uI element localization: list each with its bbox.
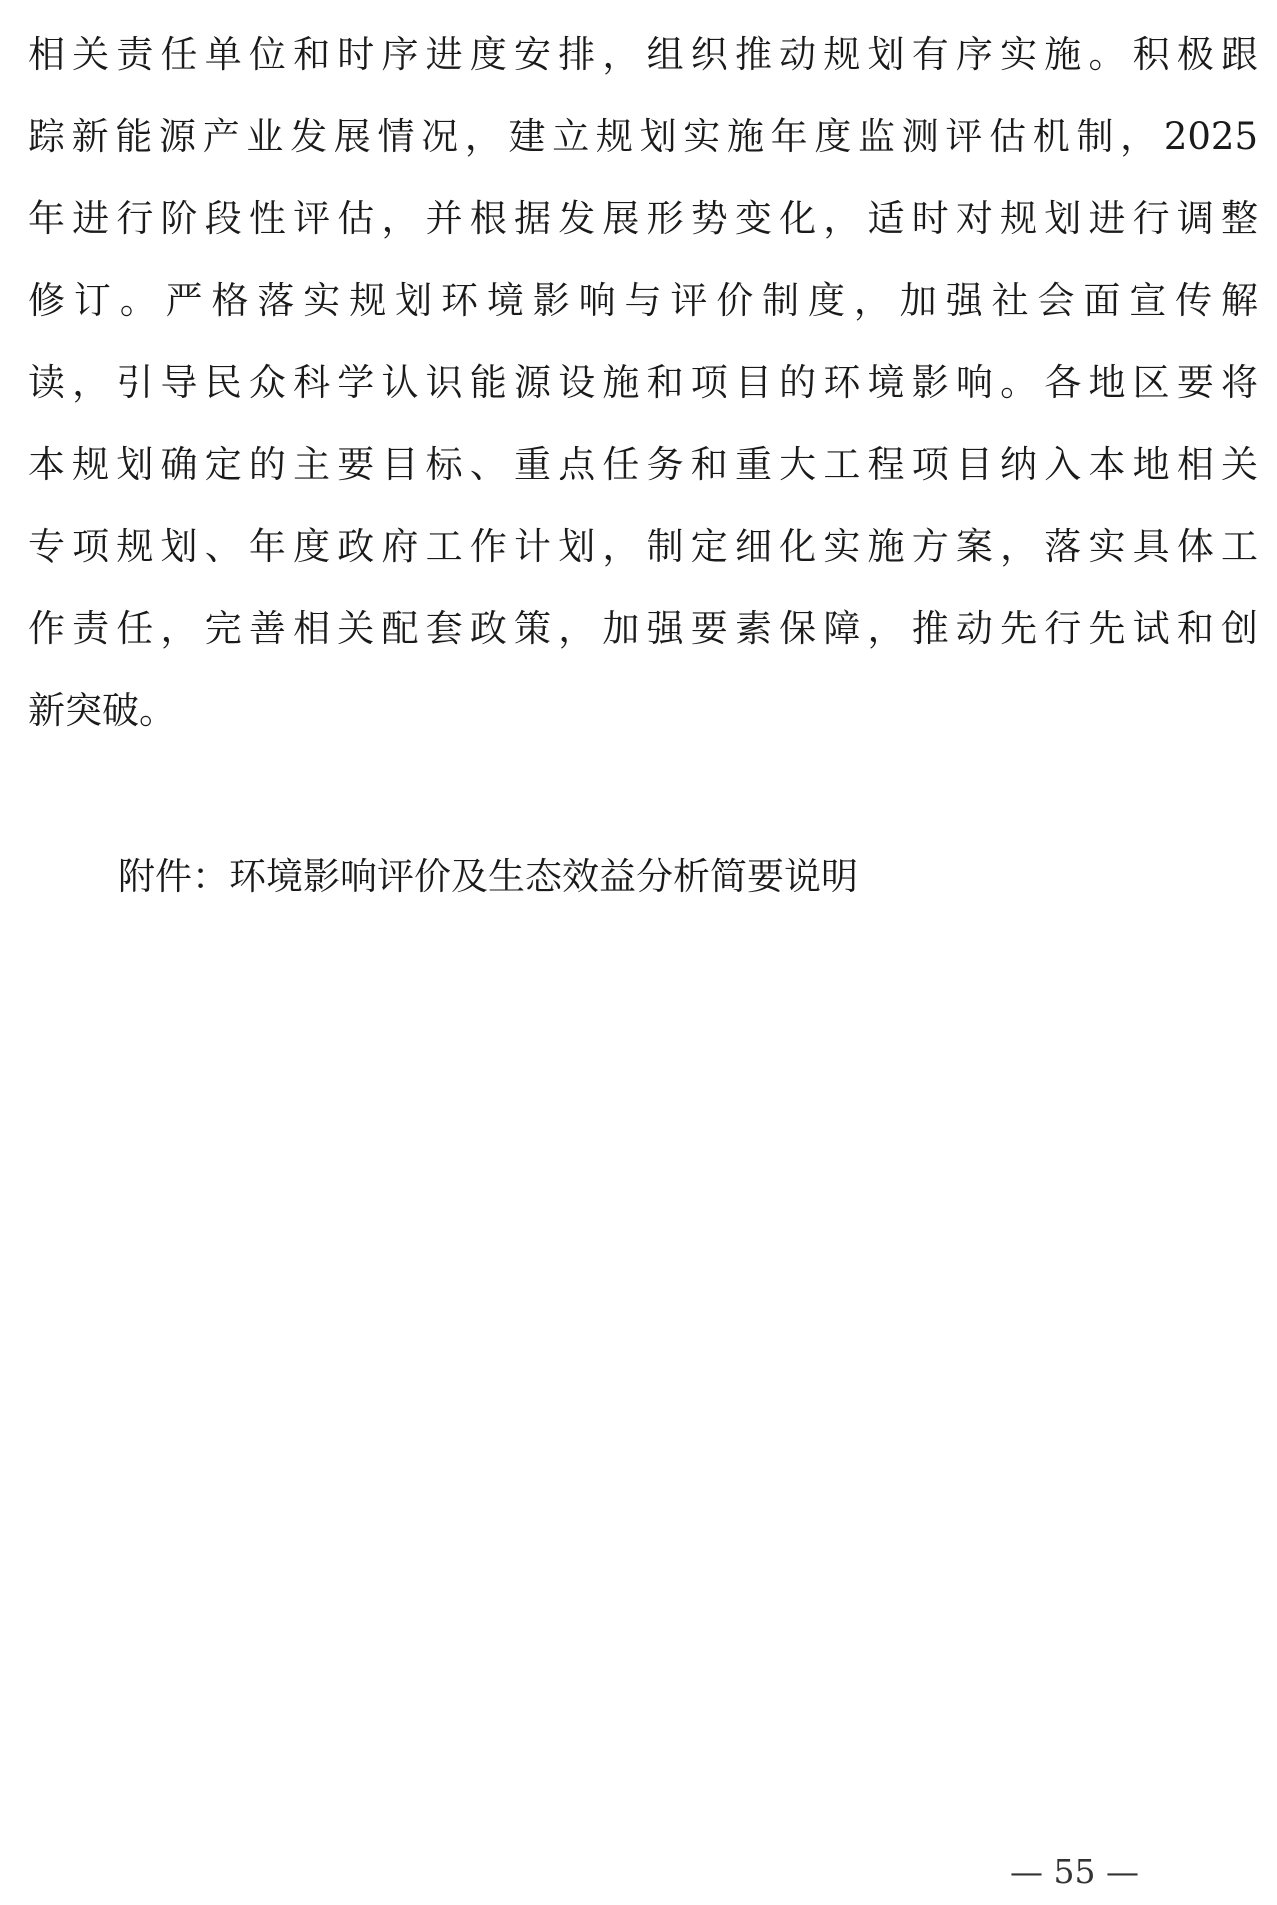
paragraph-line: 专项规划、年度政府工作计划，制定细化实施方案，落实具体工 — [28, 525, 1258, 568]
paragraph-line: 新突破。 — [28, 689, 176, 732]
paragraph-line: 年进行阶段性评估，并根据发展形势变化，适时对规划进行调整 — [28, 197, 1258, 240]
paragraph-line: 作责任，完善相关配套政策，加强要素保障，推动先行先试和创 — [28, 607, 1258, 650]
paragraph-line: 本规划确定的主要目标、重点任务和重大工程项目纳入本地相关 — [28, 443, 1258, 486]
paragraph-line: 踪新能源产业发展情况，建立规划实施年度监测评估机制，2025 — [28, 115, 1258, 158]
attachment-note: 附件：环境影响评价及生态效益分析简要说明 — [118, 855, 858, 898]
paragraph-line: 读，引导民众科学认识能源设施和项目的环境影响。各地区要将 — [28, 361, 1258, 404]
page-number: — 55 — — [1010, 1852, 1139, 1891]
paragraph-line: 相关责任单位和时序进度安排，组织推动规划有序实施。积极跟 — [28, 33, 1258, 76]
body-paragraph — [28, 14, 1258, 752]
paragraph-line: 修订。严格落实规划环境影响与评价制度，加强社会面宣传解 — [28, 279, 1258, 322]
